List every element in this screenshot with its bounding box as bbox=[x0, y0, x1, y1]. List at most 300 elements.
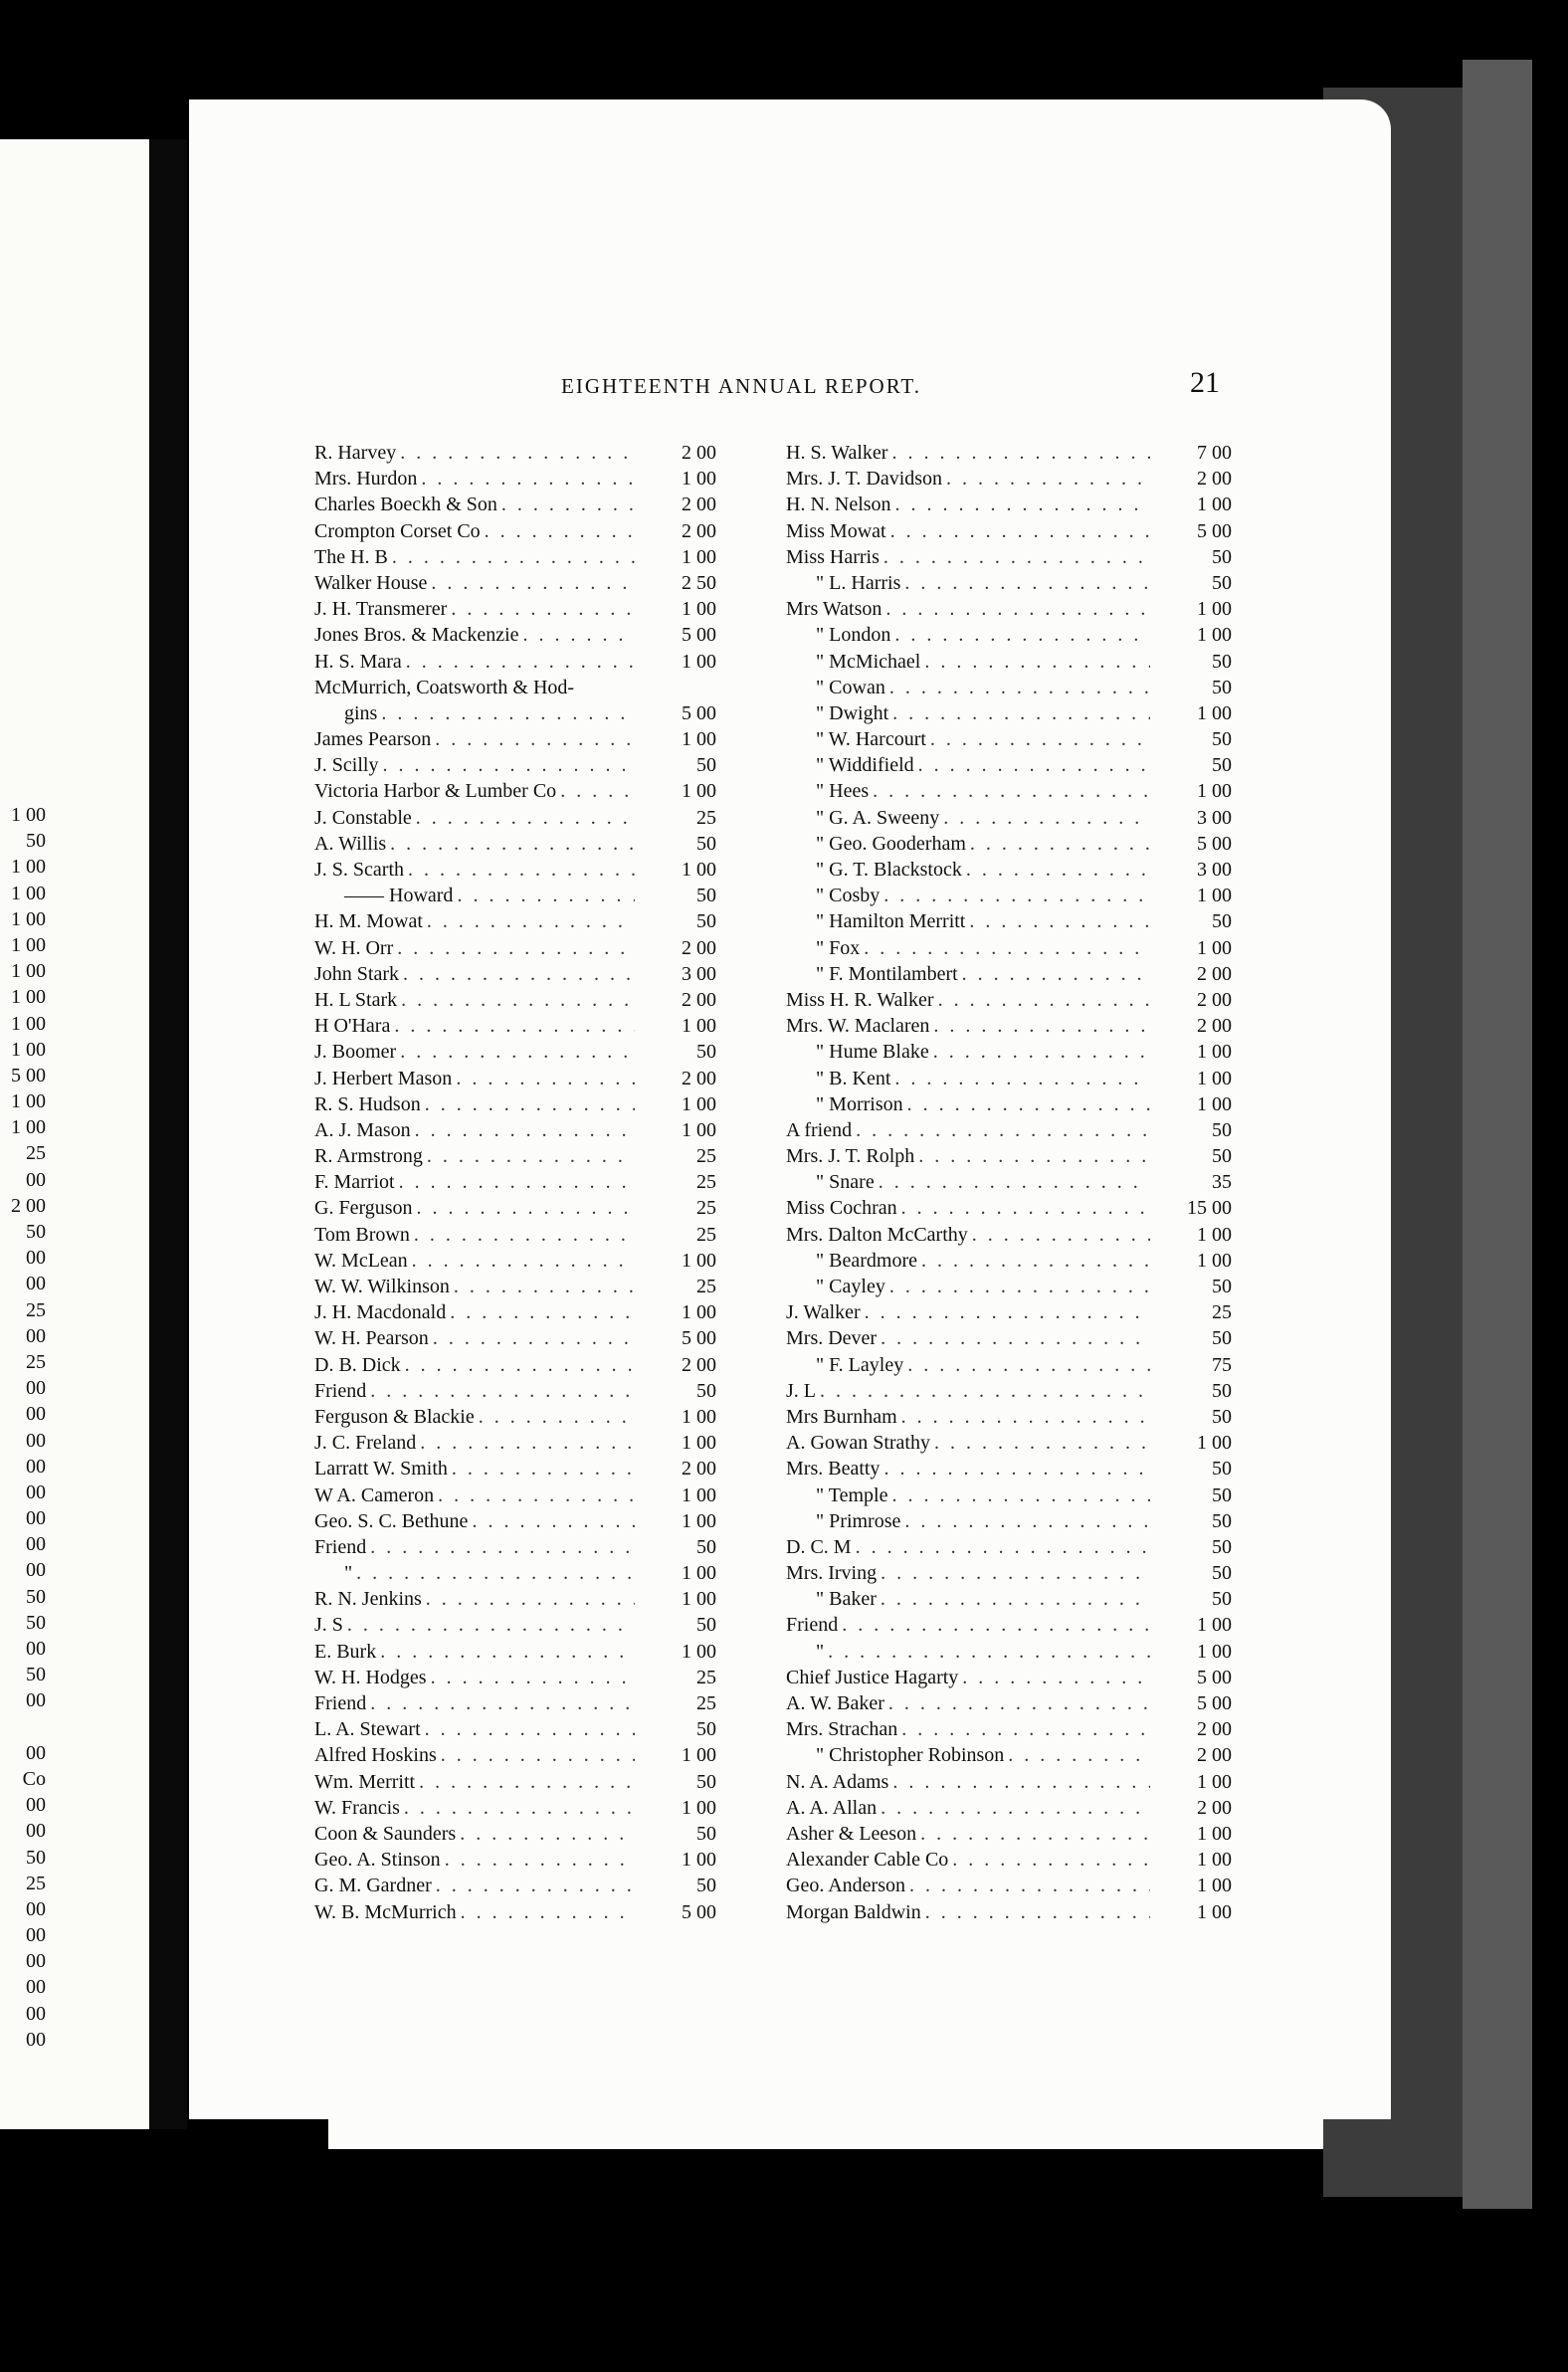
leader-dots bbox=[889, 677, 1150, 699]
donor-name: " Hume Blake bbox=[816, 1041, 929, 1064]
donation-amount: 1 00 bbox=[1197, 1041, 1232, 1064]
donor-name: W. Francis bbox=[314, 1796, 400, 1819]
donor-row bbox=[786, 702, 1232, 728]
donor-name: " Snare bbox=[816, 1171, 875, 1194]
leader-dots bbox=[966, 859, 1150, 882]
donor-row bbox=[786, 859, 1232, 885]
donation-amount: 50 bbox=[696, 832, 716, 855]
donor-row bbox=[786, 1536, 1232, 1562]
left-page-amount: 00 bbox=[26, 2028, 46, 2051]
leader-dots bbox=[419, 1771, 635, 1794]
donor-row bbox=[314, 1641, 716, 1667]
donor-name: N. A. Adams bbox=[786, 1770, 889, 1793]
donor-name: H. S. Mara bbox=[314, 650, 402, 673]
donor-name: " Hees bbox=[816, 780, 870, 803]
donor-name: J. S bbox=[314, 1614, 343, 1637]
leader-dots bbox=[892, 1771, 1150, 1794]
donation-amount: 5 00 bbox=[1197, 519, 1232, 542]
donor-name: " Dwight bbox=[816, 701, 889, 724]
donor-row bbox=[314, 1068, 716, 1093]
donation-amount: 2 00 bbox=[682, 936, 716, 959]
left-page-amount: 1 00 bbox=[11, 1116, 46, 1139]
donation-amount: 50 bbox=[696, 1770, 716, 1793]
donation-amount: 1 00 bbox=[682, 728, 716, 751]
donation-amount: 1 00 bbox=[682, 1118, 716, 1141]
leader-dots bbox=[461, 1901, 635, 1924]
donor-row bbox=[314, 546, 716, 572]
donation-amount: 50 bbox=[1212, 1483, 1232, 1506]
donor-name: " Christopher Robinson bbox=[816, 1744, 1005, 1767]
donor-name: J. H. Macdonald bbox=[314, 1301, 447, 1324]
leader-dots bbox=[454, 1276, 635, 1298]
leader-dots bbox=[381, 702, 635, 725]
donor-name: Chief Justice Hagarty bbox=[786, 1666, 959, 1688]
donation-amount: 25 bbox=[696, 1666, 716, 1688]
donation-amount: 1 00 bbox=[1197, 885, 1232, 907]
donor-name: Miss H. R. Walker bbox=[786, 988, 934, 1011]
donor-row bbox=[314, 1406, 716, 1432]
donation-amount: 50 bbox=[696, 1535, 716, 1558]
left-page-amount: 00 bbox=[26, 1324, 46, 1347]
donation-amount: 5 00 bbox=[682, 701, 716, 724]
left-page-amount: Co bbox=[22, 1767, 46, 1790]
donor-row bbox=[786, 754, 1232, 780]
donation-amount: 1 00 bbox=[682, 1249, 716, 1272]
leader-dots bbox=[408, 859, 635, 882]
donation-amount: 1 00 bbox=[1197, 1249, 1232, 1272]
donor-row bbox=[786, 728, 1232, 754]
donation-amount: 1 00 bbox=[682, 780, 716, 803]
donor-name: " Morrison bbox=[816, 1092, 903, 1115]
leader-dots bbox=[904, 1510, 1150, 1533]
donor-row bbox=[314, 963, 716, 989]
donor-name: A. A. Allan bbox=[786, 1796, 878, 1819]
donor-name: J. Boomer bbox=[314, 1041, 397, 1064]
donor-row bbox=[786, 1588, 1232, 1614]
left-page-amount: 25 bbox=[26, 1872, 46, 1894]
left-page-amount: 1 00 bbox=[11, 1090, 46, 1113]
donor-name: Mrs. Dever bbox=[786, 1327, 878, 1350]
leader-dots bbox=[435, 728, 635, 751]
leader-dots bbox=[925, 1901, 1150, 1924]
donation-amount: 50 bbox=[1212, 1535, 1232, 1558]
left-page-amount: 00 bbox=[26, 1741, 46, 1764]
page-edge bbox=[328, 2119, 1323, 2149]
donor-row bbox=[786, 572, 1232, 598]
donor-row bbox=[786, 1093, 1232, 1119]
donor-name: A friend bbox=[786, 1118, 853, 1141]
leader-dots bbox=[390, 833, 635, 856]
donor-name: R. S. Hudson bbox=[314, 1092, 421, 1115]
donor-row bbox=[314, 910, 716, 936]
donor-row bbox=[314, 1093, 716, 1119]
donor-name: W. H. Orr bbox=[314, 936, 394, 959]
donor-row bbox=[786, 1327, 1232, 1353]
left-page-amount: 50 bbox=[26, 1221, 46, 1243]
donor-name: McMurrich, Coatsworth & Hod- bbox=[314, 676, 575, 698]
donor-name: G. Ferguson bbox=[314, 1197, 413, 1220]
leader-dots bbox=[370, 1536, 635, 1559]
left-page-amount: 00 bbox=[26, 1924, 46, 1947]
donor-row bbox=[786, 1406, 1232, 1432]
leader-dots bbox=[414, 1224, 635, 1247]
donation-amount: 1 00 bbox=[682, 1015, 716, 1038]
donor-row bbox=[786, 494, 1232, 519]
leader-dots bbox=[901, 1718, 1150, 1741]
donation-amount: 3 00 bbox=[1197, 859, 1232, 881]
donor-name: W. H. Pearson bbox=[314, 1327, 429, 1350]
leader-dots bbox=[918, 1145, 1150, 1168]
donor-row bbox=[786, 1823, 1232, 1849]
donor-row bbox=[314, 1536, 716, 1562]
donation-amount: 50 bbox=[1212, 1509, 1232, 1532]
leader-dots bbox=[934, 1432, 1150, 1455]
donor-name: H. L Stark bbox=[314, 988, 398, 1011]
donor-row bbox=[314, 1171, 716, 1197]
donor-name: " bbox=[344, 1562, 353, 1585]
donor-name: F. Marriot bbox=[314, 1171, 395, 1194]
donation-amount: 50 bbox=[696, 910, 716, 933]
leader-dots bbox=[921, 1250, 1150, 1273]
left-page-amount: 50 bbox=[26, 830, 46, 853]
donor-row bbox=[314, 520, 716, 546]
donation-amount: 25 bbox=[696, 1145, 716, 1168]
donation-amount: 1 00 bbox=[682, 1301, 716, 1324]
donation-amount: 1 00 bbox=[682, 1509, 716, 1532]
donation-amount: 1 00 bbox=[1197, 1849, 1232, 1872]
donor-row bbox=[786, 1641, 1232, 1667]
leader-dots bbox=[894, 1068, 1150, 1090]
donor-row bbox=[786, 1901, 1232, 1927]
donor-row bbox=[314, 1197, 716, 1223]
leader-dots bbox=[970, 833, 1150, 856]
leader-dots bbox=[879, 1171, 1150, 1194]
donation-amount: 1 00 bbox=[682, 1849, 716, 1872]
donor-name: Wm. Merritt bbox=[314, 1770, 416, 1793]
donation-amount: 2 00 bbox=[1197, 988, 1232, 1011]
left-page-amount: 1 00 bbox=[11, 960, 46, 983]
leader-dots bbox=[856, 1536, 1150, 1559]
donation-amount: 50 bbox=[696, 1379, 716, 1402]
leader-dots bbox=[485, 520, 635, 543]
donor-name: " F. Montilambert bbox=[816, 962, 958, 985]
left-page-amount bbox=[0, 1716, 46, 1742]
leader-dots bbox=[883, 1458, 1150, 1481]
donation-amount: 1 00 bbox=[1197, 1770, 1232, 1793]
left-page-amount: 00 bbox=[26, 1481, 46, 1503]
donor-row bbox=[314, 1015, 716, 1041]
donor-row bbox=[786, 1224, 1232, 1250]
donation-amount: 50 bbox=[1212, 545, 1232, 568]
donation-amount: 2 00 bbox=[1197, 1744, 1232, 1767]
donor-row bbox=[786, 1380, 1232, 1406]
donor-name: Walker House bbox=[314, 571, 428, 594]
left-page-amount: 00 bbox=[26, 1820, 46, 1843]
donor-row bbox=[786, 1849, 1232, 1875]
donor-row bbox=[786, 624, 1232, 650]
donor-name: James Pearson bbox=[314, 728, 432, 751]
donor-row bbox=[786, 937, 1232, 963]
donor-row bbox=[314, 1327, 716, 1353]
donor-name: D. B. Dick bbox=[314, 1353, 401, 1376]
leader-dots bbox=[403, 963, 635, 986]
donor-name: " Geo. Gooderham bbox=[816, 832, 966, 855]
leader-dots bbox=[907, 1093, 1150, 1116]
donor-row bbox=[786, 780, 1232, 806]
leader-dots bbox=[883, 885, 1150, 907]
left-page-amount: 1 00 bbox=[11, 882, 46, 904]
donor-name: Friend bbox=[314, 1379, 367, 1402]
leader-dots bbox=[881, 1562, 1150, 1585]
donation-amount: 1 00 bbox=[1197, 701, 1232, 724]
donation-amount: 1 00 bbox=[682, 1092, 716, 1115]
donor-row bbox=[314, 1692, 716, 1718]
donor-row bbox=[314, 1510, 716, 1536]
leader-dots bbox=[933, 1015, 1150, 1038]
donor-row bbox=[314, 1484, 716, 1510]
donor-row bbox=[314, 598, 716, 624]
donor-row bbox=[314, 702, 716, 728]
leader-dots bbox=[895, 494, 1150, 516]
leader-dots bbox=[382, 754, 635, 777]
donor-row bbox=[786, 1119, 1232, 1145]
donor-name: " Baker bbox=[816, 1588, 877, 1611]
donation-amount: 1 00 bbox=[1197, 598, 1232, 621]
donor-name: Mrs. Beatty bbox=[786, 1458, 881, 1481]
donor-row bbox=[786, 885, 1232, 910]
leader-dots bbox=[920, 1823, 1150, 1846]
donor-row bbox=[786, 1562, 1232, 1588]
leader-dots bbox=[856, 1119, 1150, 1142]
donor-row bbox=[786, 468, 1232, 494]
donor-row bbox=[314, 1901, 716, 1927]
donation-amount: 35 bbox=[1212, 1171, 1232, 1194]
left-page-amount: 00 bbox=[26, 1168, 46, 1191]
donor-row bbox=[786, 833, 1232, 859]
donor-name: " G. A. Sweeny bbox=[816, 806, 940, 829]
donor-row bbox=[314, 1119, 716, 1145]
leader-dots bbox=[864, 937, 1150, 960]
donor-row bbox=[786, 1744, 1232, 1770]
donation-amount: 1 00 bbox=[682, 1744, 716, 1767]
leader-dots bbox=[427, 910, 635, 933]
donor-name: W. McLean bbox=[314, 1249, 408, 1272]
donor-name: Geo. Anderson bbox=[786, 1875, 905, 1897]
donation-amount: 1 00 bbox=[1197, 1640, 1232, 1663]
donation-amount: 1 00 bbox=[682, 545, 716, 568]
donation-amount: 1 00 bbox=[682, 1588, 716, 1611]
leader-dots bbox=[881, 1327, 1150, 1350]
donor-name: John Stark bbox=[314, 962, 399, 985]
leader-dots bbox=[560, 780, 635, 803]
donation-amount: 2 00 bbox=[1197, 1015, 1232, 1038]
donation-amount: 1 00 bbox=[1197, 494, 1232, 516]
leader-dots bbox=[433, 1327, 635, 1350]
donor-name: gins bbox=[344, 701, 378, 724]
donor-row bbox=[314, 1744, 716, 1770]
donation-amount: 2 00 bbox=[1197, 962, 1232, 985]
donor-row bbox=[314, 468, 716, 494]
leader-dots bbox=[415, 1119, 635, 1142]
left-page-amount: 5 00 bbox=[11, 1064, 46, 1087]
donor-name: J. S. Scarth bbox=[314, 859, 404, 881]
donor-name: Mrs Watson bbox=[786, 598, 882, 621]
donor-row bbox=[786, 598, 1232, 624]
donor-row bbox=[786, 1145, 1232, 1171]
donor-name: W A. Cameron bbox=[314, 1483, 435, 1506]
leader-dots bbox=[400, 442, 635, 465]
donor-row bbox=[786, 1171, 1232, 1197]
leader-dots bbox=[472, 1510, 635, 1533]
donor-row bbox=[314, 754, 716, 780]
leader-dots bbox=[938, 989, 1150, 1012]
donation-amount: 75 bbox=[1212, 1353, 1232, 1376]
leader-dots bbox=[909, 1875, 1150, 1897]
donor-row bbox=[314, 1041, 716, 1067]
donation-amount: 50 bbox=[1212, 1458, 1232, 1481]
donation-amount: 2 00 bbox=[682, 988, 716, 1011]
donor-name: R. Harvey bbox=[314, 442, 397, 464]
donation-amount: 5 00 bbox=[682, 1900, 716, 1923]
leader-dots bbox=[347, 1614, 635, 1637]
left-page-amount: 00 bbox=[26, 1429, 46, 1452]
leader-dots bbox=[438, 1484, 635, 1507]
leader-dots bbox=[404, 1797, 635, 1820]
donor-name: Mrs Burnham bbox=[786, 1405, 897, 1428]
donor-row bbox=[786, 1068, 1232, 1093]
leader-dots bbox=[431, 1667, 635, 1689]
donor-row bbox=[314, 1562, 716, 1588]
donor-row bbox=[314, 1718, 716, 1744]
donation-amount: 1 00 bbox=[682, 1562, 716, 1585]
donor-row bbox=[786, 651, 1232, 677]
donor-row bbox=[314, 1875, 716, 1900]
donation-amount: 50 bbox=[1212, 1405, 1232, 1428]
donor-name: Geo. A. Stinson bbox=[314, 1849, 441, 1872]
donor-row bbox=[786, 1484, 1232, 1510]
leader-dots bbox=[370, 1692, 635, 1715]
donor-name: Geo. S. C. Bethune bbox=[314, 1509, 469, 1532]
donor-row bbox=[314, 1797, 716, 1823]
left-page-amount: 25 bbox=[26, 1298, 46, 1321]
donor-name: G. M. Gardner bbox=[314, 1875, 432, 1897]
donor-name: Mrs. J. T. Rolph bbox=[786, 1145, 915, 1168]
donor-name: " bbox=[816, 1640, 825, 1663]
donor-name: Alfred Hoskins bbox=[314, 1744, 437, 1767]
leader-dots bbox=[952, 1849, 1150, 1872]
leader-dots bbox=[400, 1041, 635, 1064]
donor-name: " W. Harcourt bbox=[816, 728, 926, 751]
donor-name: " Cowan bbox=[816, 676, 885, 698]
donor-name: Friend bbox=[786, 1614, 839, 1637]
left-page-amount: 1 00 bbox=[11, 907, 46, 930]
donor-row bbox=[314, 1458, 716, 1483]
donation-amount: 5 00 bbox=[1197, 1692, 1232, 1714]
donor-name: " Cayley bbox=[816, 1276, 885, 1297]
donation-amount: 1 00 bbox=[682, 598, 716, 621]
leader-dots bbox=[890, 520, 1150, 543]
left-page bbox=[0, 139, 167, 2129]
leader-dots bbox=[930, 728, 1150, 751]
leader-dots bbox=[427, 1145, 635, 1168]
donation-amount: 25 bbox=[696, 1692, 716, 1714]
donor-row bbox=[314, 859, 716, 885]
donation-amount: 25 bbox=[696, 1276, 716, 1297]
donor-row bbox=[786, 1276, 1232, 1301]
donor-name: " Temple bbox=[816, 1483, 888, 1506]
donor-name: " McMichael bbox=[816, 650, 921, 673]
donor-list-left bbox=[314, 442, 716, 1927]
left-page-amount: 00 bbox=[26, 1559, 46, 1582]
donor-name: Mrs. W. Maclaren bbox=[786, 1015, 930, 1038]
leader-dots bbox=[452, 1458, 635, 1481]
donor-row bbox=[314, 807, 716, 833]
leader-dots bbox=[943, 807, 1150, 830]
donor-row bbox=[314, 1614, 716, 1640]
donor-row bbox=[786, 963, 1232, 989]
donor-name: " F. Layley bbox=[816, 1353, 904, 1376]
leader-dots bbox=[933, 1041, 1150, 1064]
leader-dots bbox=[969, 910, 1150, 933]
donation-amount: 1 00 bbox=[1197, 1614, 1232, 1637]
left-page-amount: 00 bbox=[26, 1507, 46, 1530]
leader-dots bbox=[421, 468, 635, 491]
leader-dots bbox=[891, 442, 1150, 465]
donation-amount: 5 00 bbox=[1197, 832, 1232, 855]
donor-row bbox=[786, 546, 1232, 572]
donor-row bbox=[314, 651, 716, 677]
donor-name: J. Scilly bbox=[314, 754, 379, 777]
donation-amount: 1 00 bbox=[1197, 1822, 1232, 1845]
donation-amount: 1 00 bbox=[682, 1796, 716, 1819]
donor-name: Victoria Harbor & Lumber Co bbox=[314, 780, 557, 803]
donor-row bbox=[314, 1432, 716, 1458]
donor-name: W. B. McMurrich bbox=[314, 1900, 457, 1923]
donor-name: J. Herbert Mason bbox=[314, 1067, 453, 1089]
left-page-amount: 50 bbox=[26, 1585, 46, 1608]
donation-amount: 50 bbox=[1212, 676, 1232, 698]
donation-amount: 3 00 bbox=[1197, 806, 1232, 829]
donor-row bbox=[314, 494, 716, 519]
leader-dots bbox=[828, 1641, 1150, 1664]
donor-name: J. C. Freland bbox=[314, 1432, 417, 1455]
donor-row bbox=[314, 1849, 716, 1875]
donation-amount: 7 00 bbox=[1197, 442, 1232, 464]
page-gutter bbox=[149, 139, 187, 2129]
leader-dots bbox=[918, 754, 1150, 777]
donor-name: D. C. M bbox=[786, 1535, 852, 1558]
leader-dots bbox=[445, 1849, 635, 1872]
donor-row bbox=[314, 1771, 716, 1797]
donor-row bbox=[314, 1145, 716, 1171]
donor-row bbox=[314, 1276, 716, 1301]
donation-amount: 1 00 bbox=[1197, 1432, 1232, 1455]
leader-dots bbox=[972, 1224, 1150, 1247]
donation-amount: 50 bbox=[1212, 1327, 1232, 1350]
donation-amount: 25 bbox=[696, 1197, 716, 1220]
donor-name: R. Armstrong bbox=[314, 1145, 423, 1168]
left-page-amount: 00 bbox=[26, 1794, 46, 1817]
donation-amount: 1 00 bbox=[682, 468, 716, 491]
donor-row bbox=[786, 520, 1232, 546]
leader-dots bbox=[436, 1875, 635, 1897]
left-page-amount: 25 bbox=[26, 1142, 46, 1165]
left-page-amount: 00 bbox=[26, 1897, 46, 1920]
donor-name: Crompton Corset Co bbox=[314, 519, 481, 542]
donation-amount: 50 bbox=[696, 1875, 716, 1897]
donation-amount: 5 00 bbox=[682, 624, 716, 647]
donation-amount: 1 00 bbox=[682, 1432, 716, 1455]
